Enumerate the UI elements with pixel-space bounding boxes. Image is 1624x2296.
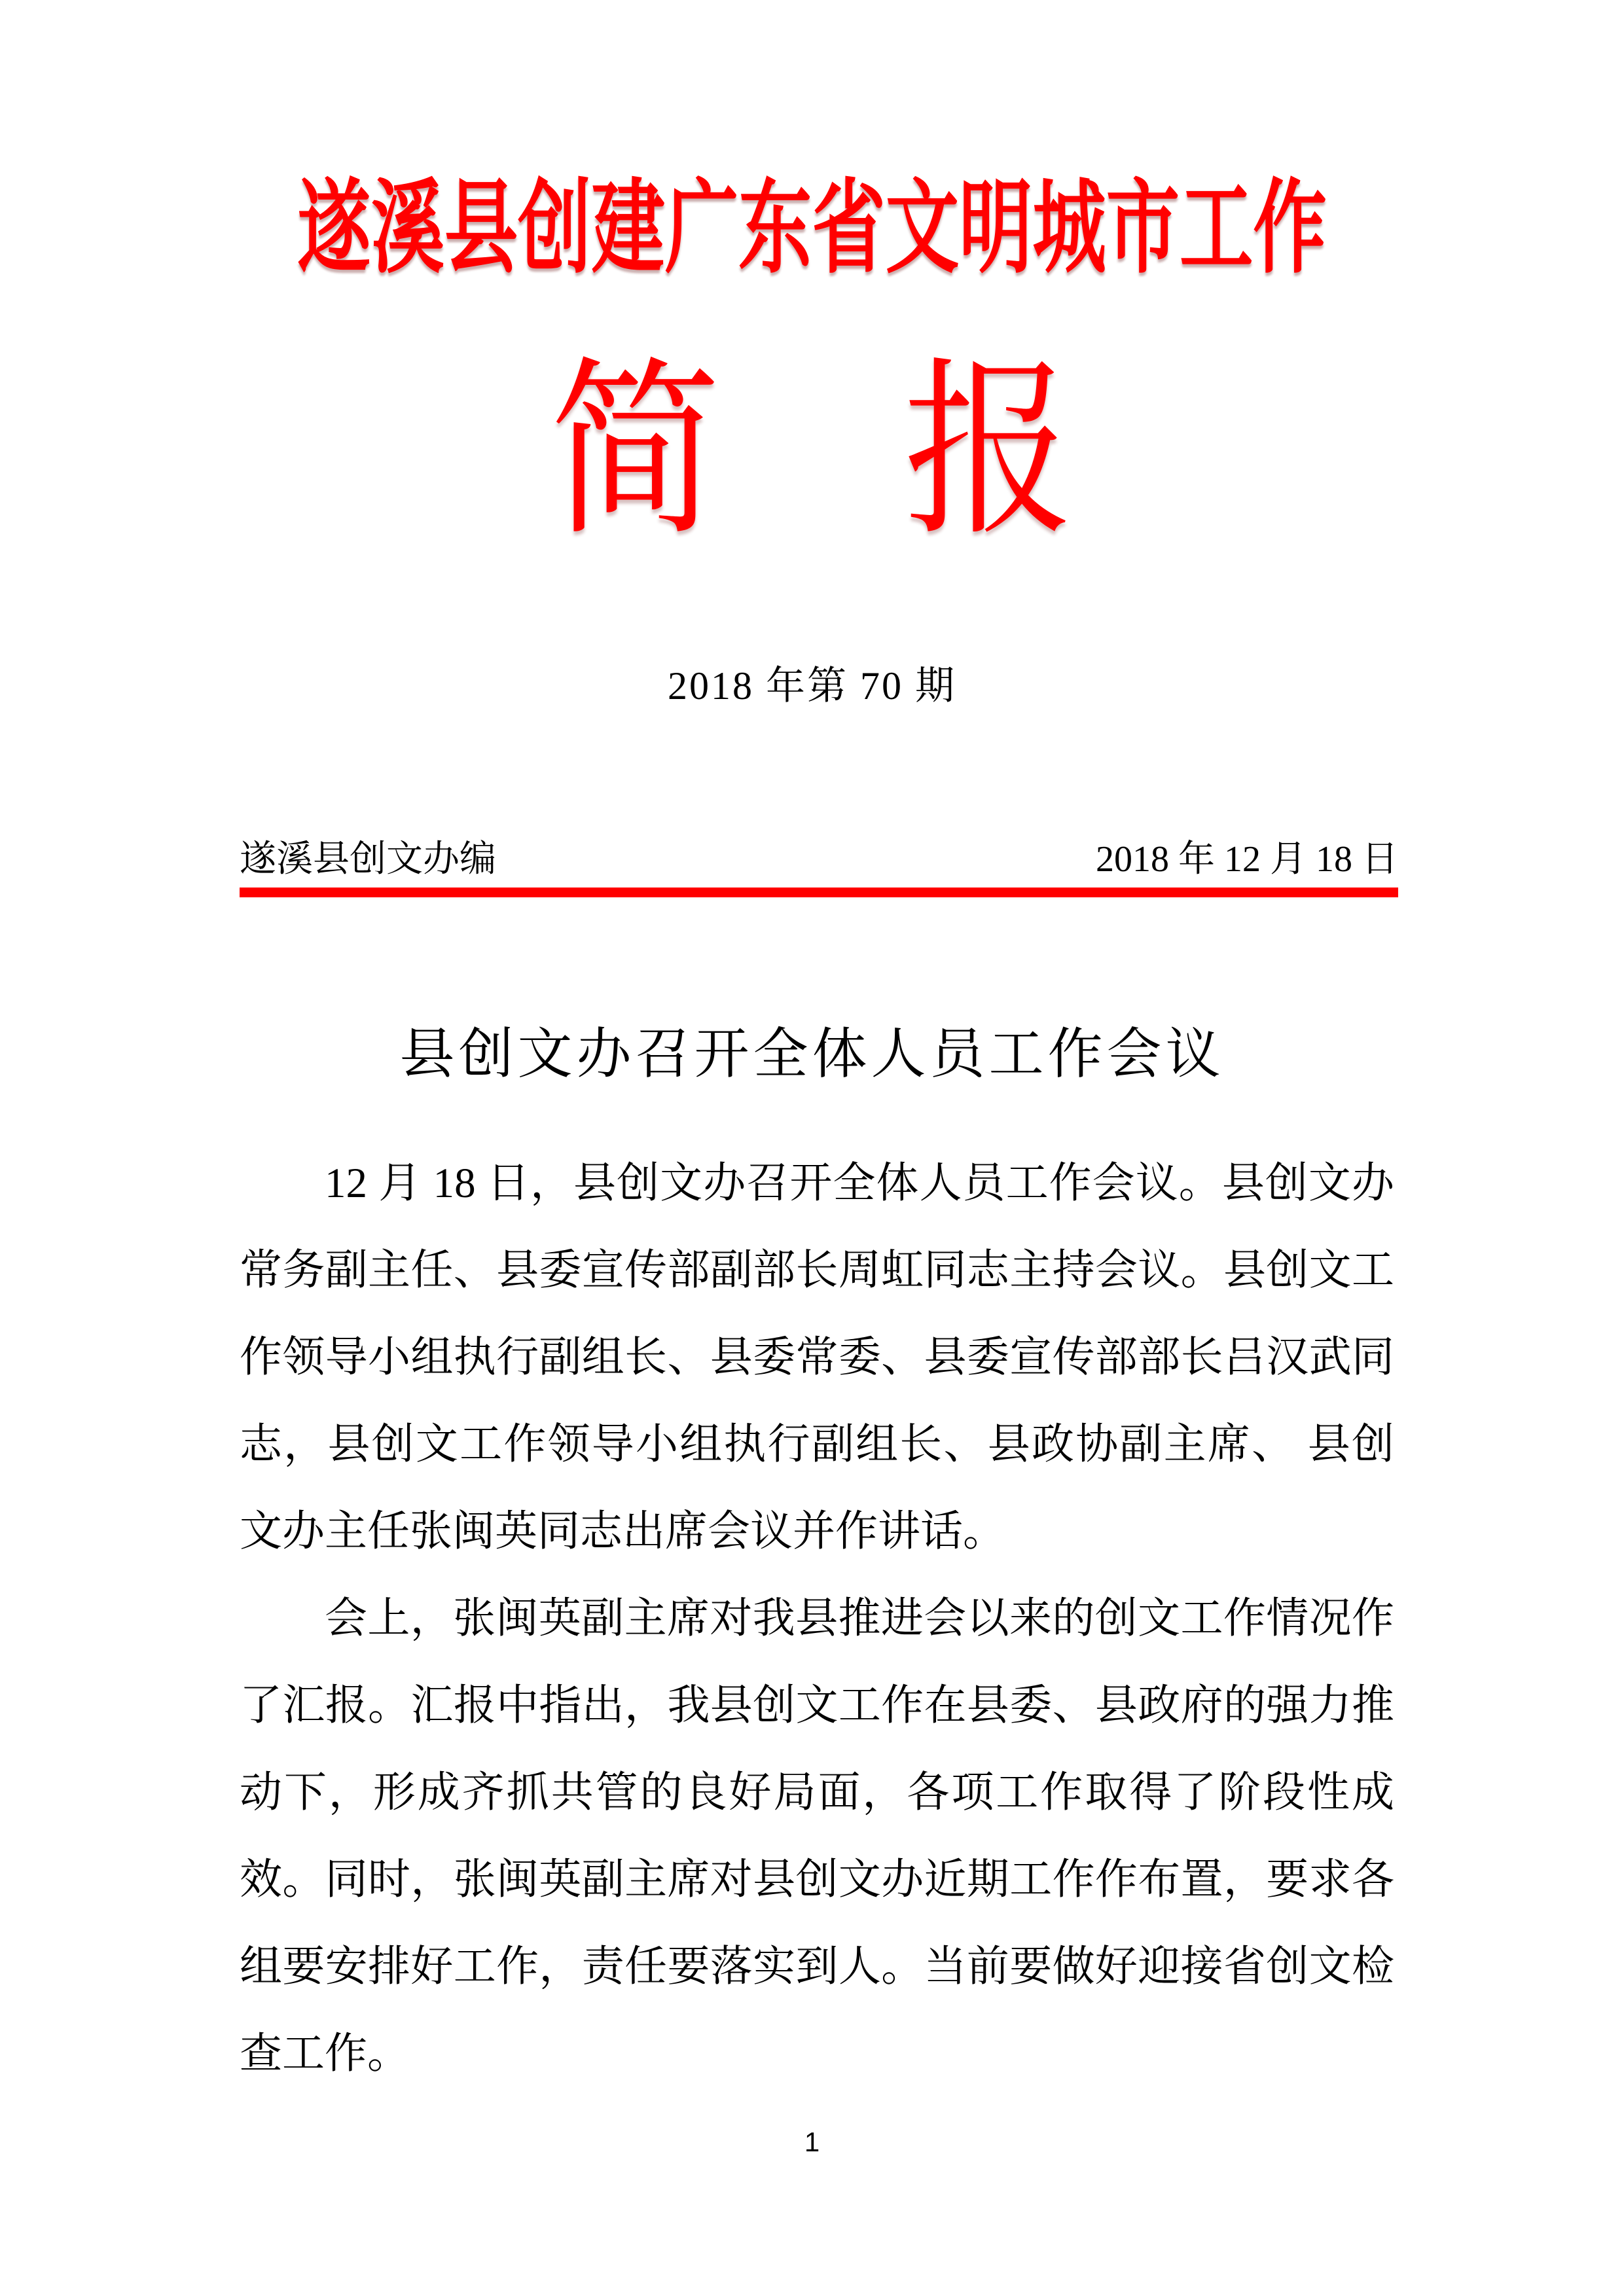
editor-label: 遂溪县创文办编 xyxy=(240,839,496,880)
masthead-brief xyxy=(81,348,1543,557)
body-paragraph: 12 月 18 日，县创文办召开全体人员工作会议。县创文办常务副主任、县委宣传部副部长周虹同志主持会议。县创文工作领导小组执行副组长、县委常委、县委宣传部部长吕汉武同志，县创文工作领导小组执行副组长、县政协副主席、 县创文办主任张闽英同志出席会议并作讲话。 xyxy=(240,1160,1394,1555)
page-number: 1 xyxy=(804,2126,820,2157)
body-paragraph: 会上，张闽英副主席对我县推进会以来的创文工作情况作了汇报。汇报中指出，我县创文工作在县委、县政府的强力推动下，形成齐抓共管的良好局面，各项工作取得了阶段性成效。同时，张闽英副主席对县创文办近期工作作布置，要求各组要安排好工作，责任要落实到人。当前要做好迎接省创文检查工作。 xyxy=(240,1595,1394,2077)
masthead-brief-char-right: 报 xyxy=(903,348,1074,558)
article-title: 县创文办召开全体人员工作会议 xyxy=(399,1024,1225,1085)
date-label: 2018 年 12 月 18 日 xyxy=(1096,839,1398,880)
issue-line: 2018 年第 70 期 xyxy=(668,664,956,708)
red-divider-rule xyxy=(240,888,1398,897)
masthead-title: 遂溪县创建广东省文明城市工作 xyxy=(297,172,1327,285)
meta-row xyxy=(240,836,1398,882)
masthead-brief-char-left: 简 xyxy=(550,348,721,558)
article-body xyxy=(240,1140,1394,2098)
